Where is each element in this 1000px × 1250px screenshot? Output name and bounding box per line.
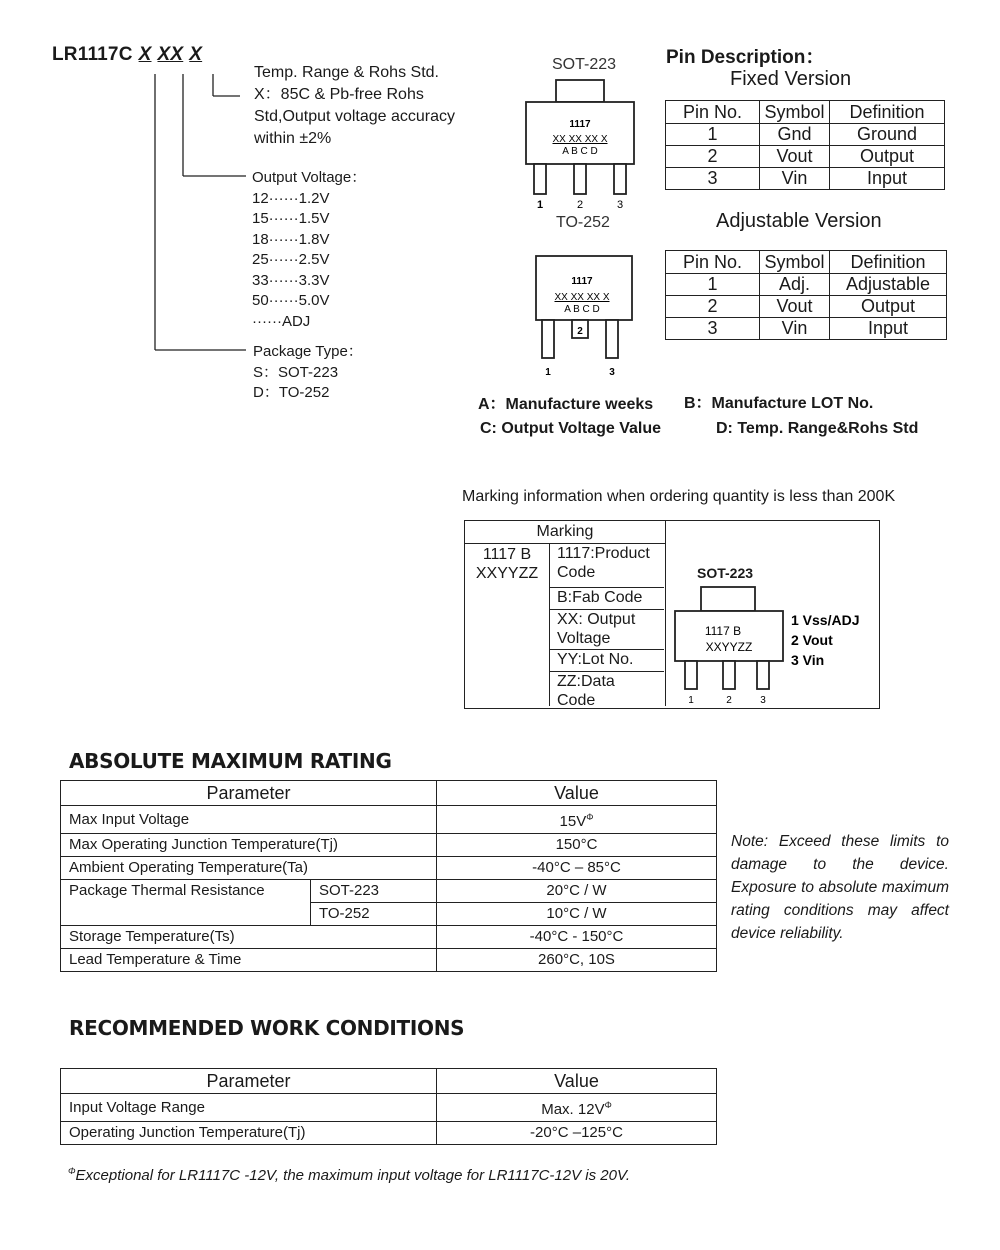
table-cell: Adj. — [760, 274, 830, 296]
table-row — [666, 124, 945, 146]
legend-d: D: Temp. Range&Rohs Std — [716, 420, 919, 437]
table-cell: TO-252 — [311, 903, 437, 926]
sot223-label: SOT-223 — [552, 56, 617, 73]
table-cell: Adjustable — [830, 274, 947, 296]
marking-chip-line: 1117 B — [704, 624, 742, 638]
marking-info-title: Marking information when ordering quantity is less than 200K — [462, 488, 896, 505]
package-option: S：SOT-223 — [253, 363, 339, 381]
package-type-block — [253, 342, 363, 404]
value-text: Max. 12V — [541, 1101, 605, 1118]
header-cell: Value — [437, 781, 717, 806]
marking-info-box — [464, 520, 880, 709]
table-cell — [437, 1094, 717, 1122]
table-row — [61, 949, 717, 972]
table-cell: 2 — [666, 146, 760, 168]
table-cell: Max Input Voltage — [61, 806, 437, 834]
marking-chip-line: XXYYZZ — [705, 640, 753, 654]
table-cell: 260°C, 10S — [437, 949, 717, 972]
table-cell: Input Voltage Range — [61, 1094, 437, 1122]
table-row — [61, 1094, 717, 1122]
marking-item — [550, 650, 664, 672]
legend-c: C: Output Voltage Value — [480, 420, 662, 437]
table-row — [666, 146, 945, 168]
table-row — [61, 834, 717, 857]
package-type-title: Package Type： — [253, 343, 363, 360]
table-cell: 150°C — [437, 834, 717, 857]
value-text: 15V — [559, 813, 587, 830]
marking-pin-legend: 3 Vin — [791, 652, 825, 668]
marking-code-line: 1117 B — [482, 546, 532, 563]
table-cell: Input — [830, 168, 945, 190]
legend-a: A：Manufacture weeks — [478, 396, 654, 413]
table-cell: Storage Temperature(Ts) — [61, 926, 437, 949]
to252-pin-3: 3 — [609, 367, 615, 378]
output-voltage-title: Output Voltage： — [252, 169, 367, 186]
marking-pin-number: 2 — [726, 695, 732, 706]
table-cell: 3 — [666, 168, 760, 190]
to252-pin-1: 1 — [545, 367, 551, 378]
footnote-mark: Φ — [586, 812, 594, 822]
header-cell: Parameter — [61, 1069, 437, 1094]
sot223-pin-2: 2 — [576, 199, 584, 211]
marking-info-left-panel — [465, 521, 666, 709]
temp-range-line: within ±2% — [254, 130, 332, 147]
marking-package-label: SOT-223 — [697, 565, 754, 581]
sot223-pin-3: 3 — [616, 199, 624, 211]
table-cell: Vin — [760, 318, 830, 340]
header-cell: Parameter — [61, 781, 437, 806]
table-cell: -20°C –125°C — [437, 1122, 717, 1145]
temp-range-line: Std,Output voltage accuracy — [254, 108, 455, 125]
sot223-letters: A B C D — [562, 146, 598, 157]
part-prefix: LR1117C — [52, 44, 133, 65]
table-header-row — [61, 1069, 717, 1094]
table-row — [666, 296, 947, 318]
abs-max-table — [60, 780, 717, 972]
header-cell: Pin No. — [666, 251, 760, 274]
table-cell — [437, 806, 717, 834]
adjustable-pin-table — [665, 250, 947, 340]
package-option: D：TO-252 — [253, 384, 330, 401]
table-row — [61, 857, 717, 880]
output-voltage-block — [252, 168, 366, 332]
temp-range-line: X：85C & Pb-free Rohs — [254, 86, 424, 103]
marking-item — [550, 588, 664, 610]
sot223-marking: 1117 — [569, 119, 591, 130]
marking-code-line: XXYYZZ — [475, 565, 539, 582]
part-field-package: X — [189, 44, 203, 65]
table-cell: Ground — [830, 124, 945, 146]
table-row — [61, 880, 717, 903]
table-cell: -40°C - 150°C — [437, 926, 717, 949]
to252-pin-2: 2 — [577, 326, 583, 337]
part-field-temp: X — [138, 44, 152, 65]
table-cell: 3 — [666, 318, 760, 340]
header-cell: Symbol — [760, 101, 830, 124]
recommended-table — [60, 1068, 717, 1145]
table-cell: Output — [830, 146, 945, 168]
header-cell: Definition — [830, 101, 945, 124]
marking-pin-legend: 1 Vss/ADJ — [791, 612, 860, 628]
table-row — [61, 1122, 717, 1145]
footnote-mark: Φ — [604, 1100, 612, 1110]
table-row — [61, 926, 717, 949]
abs-max-note: Note: Exceed these limits to damage to the device. Exposure to absolute maximum rating conditions may affect device reliability. — [731, 833, 949, 942]
header-cell: Definition — [830, 251, 947, 274]
pin-description-title: Pin Description： — [666, 47, 825, 68]
marking-item — [550, 544, 664, 588]
table-header-row — [61, 781, 717, 806]
footnote-mark: Φ — [68, 1166, 76, 1176]
marking-sot223-drawing — [671, 585, 877, 707]
voltage-option: 25······2.5V — [252, 251, 330, 268]
table-cell: Input — [830, 318, 947, 340]
table-cell: SOT-223 — [311, 880, 437, 903]
to252-letters: A B C D — [564, 304, 600, 315]
marking-item-line: ZZ:Data — [557, 673, 615, 690]
marking-item — [550, 672, 664, 709]
recommended-title: RECOMMENDED WORK CONDITIONS — [69, 1016, 465, 1040]
table-header-row — [666, 251, 947, 274]
marking-items-column — [549, 544, 664, 709]
table-cell: Output — [830, 296, 947, 318]
sot223-package-drawing — [520, 78, 640, 213]
table-cell: 20°C / W — [437, 880, 717, 903]
marking-pin-number: 3 — [760, 695, 766, 706]
marking-item-line: XX: Output — [557, 611, 636, 628]
table-cell: 1 — [666, 124, 760, 146]
voltage-option: 15······1.5V — [252, 210, 330, 227]
marking-header: Marking — [465, 521, 665, 544]
table-row — [666, 168, 945, 190]
table-cell: Package Thermal Resistance — [61, 880, 311, 926]
table-row — [61, 806, 717, 834]
table-cell: Vin — [760, 168, 830, 190]
table-cell: Vout — [760, 146, 830, 168]
marking-item-line: B:Fab Code — [557, 589, 643, 606]
part-field-voltage: XX — [157, 44, 184, 65]
adjustable-version-title: Adjustable Version — [716, 210, 882, 232]
to252-label: TO-252 — [556, 214, 610, 231]
table-cell: 2 — [666, 296, 760, 318]
to252-marking: 1117 — [571, 276, 593, 287]
marking-item-line: Code — [557, 564, 596, 581]
sot223-codes: XX XX XX X — [552, 134, 608, 145]
marking-pin-legend: 2 Vout — [791, 632, 833, 648]
table-cell: Lead Temperature & Time — [61, 949, 437, 972]
voltage-option: 50······5.0V — [252, 292, 330, 309]
header-cell: Pin No. — [666, 101, 760, 124]
header-cell: Symbol — [760, 251, 830, 274]
to252-codes: XX XX XX X — [554, 292, 610, 303]
marking-item-line: Voltage — [557, 630, 611, 647]
header-cell: Value — [437, 1069, 717, 1094]
marking-item-line: Code — [557, 692, 596, 709]
voltage-option: ······ADJ — [252, 312, 311, 330]
table-header-row — [666, 101, 945, 124]
table-cell: Gnd — [760, 124, 830, 146]
abs-max-title: ABSOLUTE MAXIMUM RATING — [69, 749, 392, 773]
marking-pin-number: 1 — [688, 695, 694, 706]
temp-range-block — [254, 62, 455, 150]
voltage-option: 33······3.3V — [252, 271, 330, 289]
table-cell: 10°C / W — [437, 903, 717, 926]
part-number-tree-lines — [0, 0, 260, 360]
fixed-pin-table — [665, 100, 945, 190]
marking-code-cell — [465, 545, 549, 583]
table-cell: Vout — [760, 296, 830, 318]
table-row — [666, 318, 947, 340]
table-cell: 1 — [666, 274, 760, 296]
temp-range-title: Temp. Range & Rohs Std. — [254, 64, 439, 81]
table-cell: Operating Junction Temperature(Tj) — [61, 1122, 437, 1145]
footnote-text: Exceptional for LR1117C -12V, the maximum input voltage for LR1117C-12V is 20V. — [75, 1167, 630, 1184]
table-row — [666, 274, 947, 296]
marking-item — [550, 610, 664, 650]
fixed-version-title: Fixed Version — [730, 68, 852, 90]
voltage-option: 12······1.2V — [252, 189, 330, 207]
sot223-pin-1: 1 — [536, 199, 544, 211]
table-cell: Ambient Operating Temperature(Ta) — [61, 857, 437, 880]
legend-b: B：Manufacture LOT No. — [684, 395, 874, 412]
table-cell: Max Operating Junction Temperature(Tj) — [61, 834, 437, 857]
marking-item-line: 1117:Product — [557, 545, 650, 562]
marking-item-line: YY:Lot No. — [557, 651, 634, 668]
table-cell: -40°C – 85°C — [437, 857, 717, 880]
footnote — [68, 1166, 630, 1184]
voltage-option: 18······1.8V — [252, 230, 330, 248]
to252-package-drawing — [520, 236, 640, 381]
